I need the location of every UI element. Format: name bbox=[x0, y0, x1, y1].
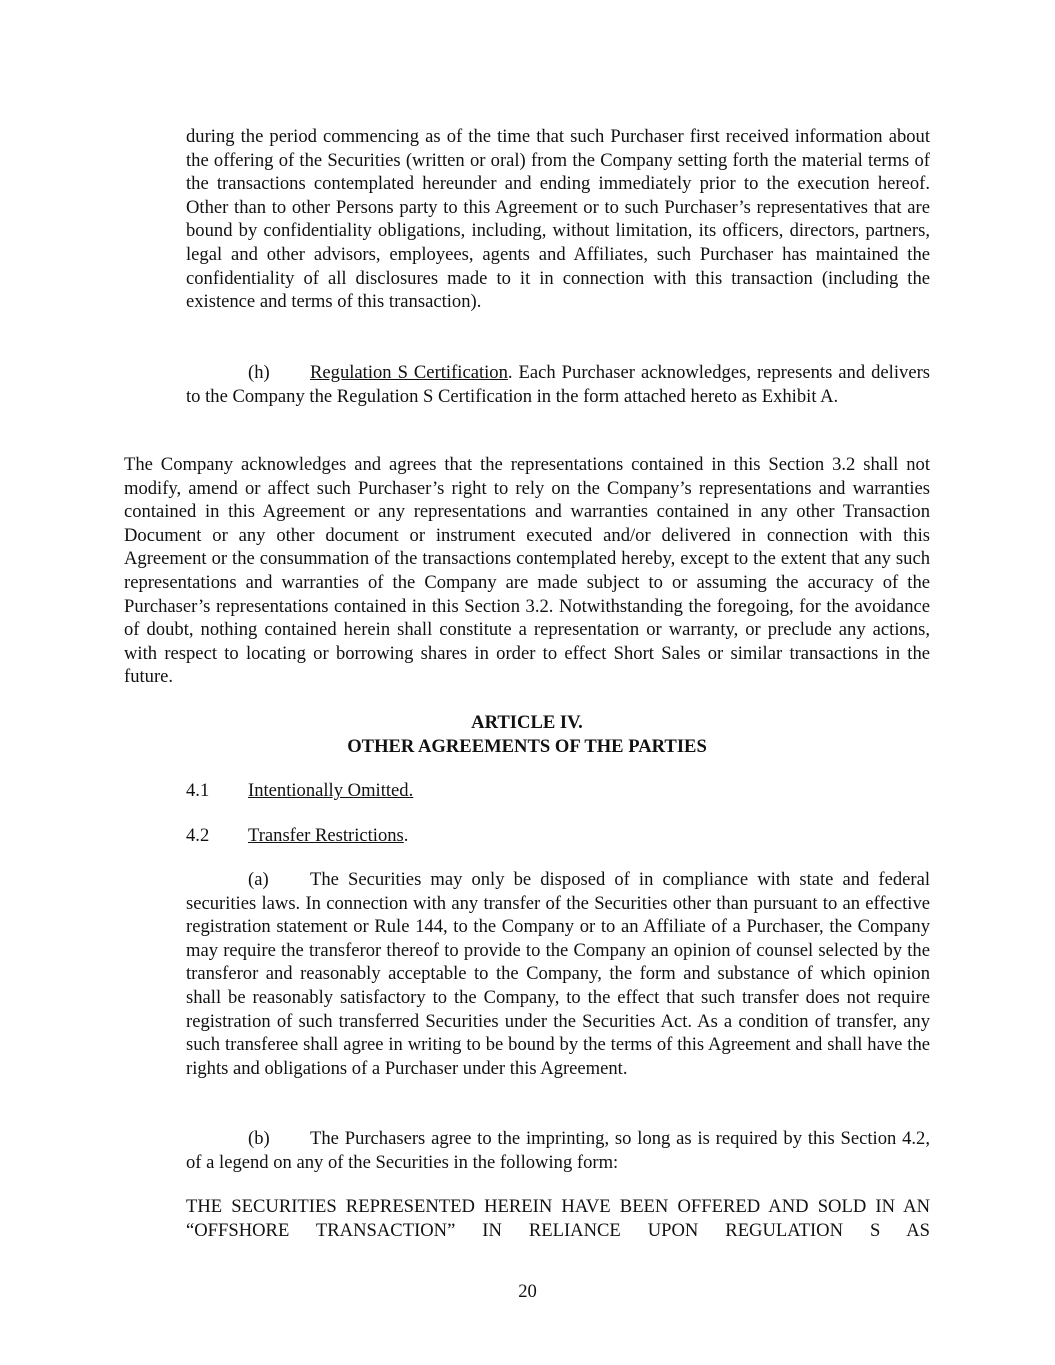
item-b-label: (b) bbox=[248, 1128, 270, 1149]
section-4-2 bbox=[186, 824, 408, 848]
page-number: 20 bbox=[518, 1281, 537, 1302]
article-title: OTHER AGREEMENTS OF THE PARTIES bbox=[347, 736, 707, 757]
section-4-1-number: 4.1 bbox=[186, 780, 210, 801]
item-a-paragraph bbox=[186, 868, 930, 1080]
section-4-2-title: Transfer Restrictions bbox=[248, 825, 404, 846]
item-b-text: The Purchasers agree to the imprinting, so long as is required by this Section 4.2, of a legend on any of the Securities in the following form: bbox=[186, 1128, 930, 1173]
securities-legend: THE SECURITIES REPRESENTED HEREIN HAVE BEEN OFFERED AND SOLD IN AN “OFFSHORE TRANSACTION” IN RELIANCE UPON REGULATION S AS bbox=[186, 1196, 930, 1241]
item-h-paragraph bbox=[186, 361, 930, 408]
item-h-title: Regulation S Certification bbox=[310, 362, 508, 383]
section-4-1-title: Intentionally Omitted. bbox=[248, 780, 414, 801]
section-4-2-suffix: . bbox=[403, 825, 409, 846]
item-a-text: The Securities may only be disposed of in compliance with state and federal securities laws. In connection with any transfer of the Securities other than pursuant to an effective registration statement or Rule 144, to the Company or to an Affiliate of a Purchaser, the Company may require the transferor thereof to provide to the Company an opinion of counsel selected by the transferor and reasonably acceptable to the Company, the form and substance of which opinion shall be reasonably satisfactory to the Company, to the effect that such transfer does not require registration of such transferred Securities under the Securities Act. As a condition of transfer, any such transferee shall agree in writing to be bound by the terms of this Agreement and shall have the rights and obligations of a Purchaser under this Agreement. bbox=[186, 869, 930, 1079]
item-h-label: (h) bbox=[248, 362, 270, 383]
item-a-label: (a) bbox=[248, 869, 269, 890]
section-4-1 bbox=[186, 779, 413, 803]
company-acknowledgement-paragraph: The Company acknowledges and agrees that the representations contained in this Section 3.2 shall not modify, amend or affect such Purchaser’s right to rely on the Company’s representations and warranties contained in this Agreement or any representations and warranties contained in any other Transaction Document or any other document or instrument executed and/or delivered in connection with this Agreement or the consummation of the transactions contemplated hereby, except to the extent that any such representations and warranties of the Company are made subject to or assuming the accuracy of the Purchaser’s representations contained in this Section 3.2. Notwithstanding the foregoing, for the avoidance of doubt, nothing contained herein shall constitute a representation or warranty, or preclude any actions, with respect to locating or borrowing shares in order to effect Short Sales or similar transactions in the future. bbox=[124, 454, 930, 688]
article-number: ARTICLE IV. bbox=[471, 712, 583, 733]
item-b-paragraph bbox=[186, 1127, 930, 1174]
item-h-text: . Each Purchaser acknowledges, represents and delivers to the Company the Regulation S Certification in the form attached hereto as Exhibit A. bbox=[186, 362, 930, 407]
section-4-2-number: 4.2 bbox=[186, 825, 210, 846]
continued-paragraph: during the period commencing as of the time that such Purchaser first received information about the offering of the Securities (written or oral) from the Company setting forth the material terms of the transactions contemplated hereunder and ending immediately prior to the execution hereof. Other than to other Persons party to this Agreement or to such Purchaser’s representatives that are bound by confidentiality obligations, including, without limitation, its officers, directors, partners, legal and other advisors, employees, agents and Affiliates, such Purchaser has maintained the confidentiality of all disclosures made to it in connection with this transaction (including the existence and terms of this transaction). bbox=[186, 126, 930, 313]
